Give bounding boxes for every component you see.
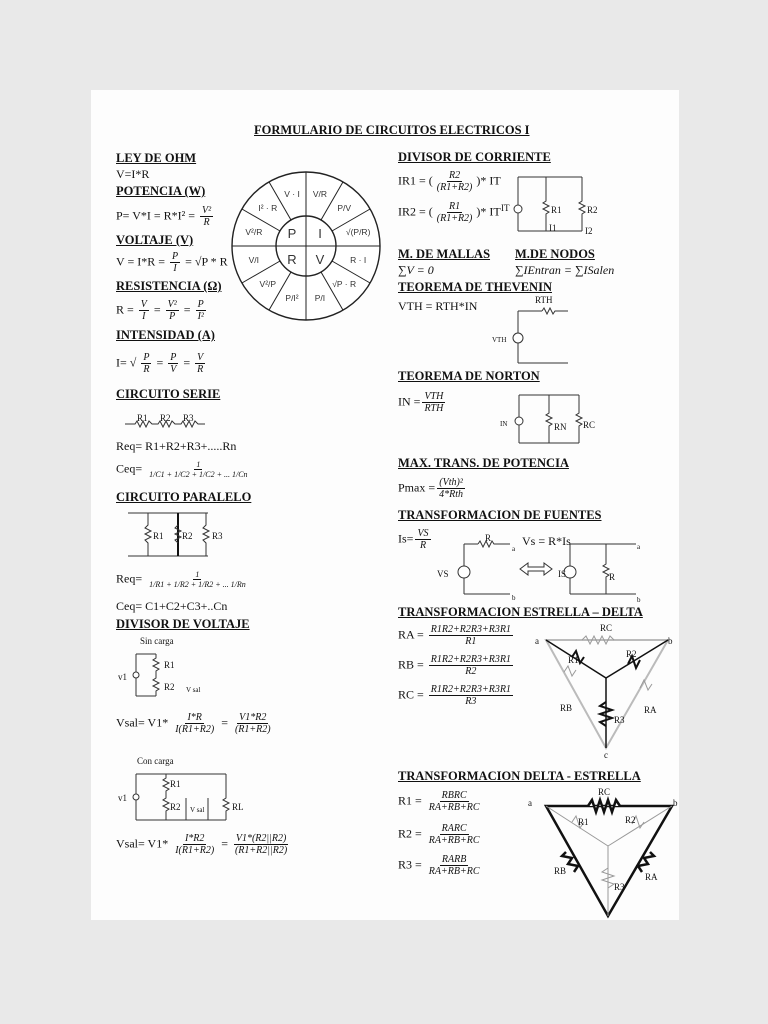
wheel-segment-label: V/R — [312, 188, 328, 199]
formula-ohm: V=I*R — [116, 167, 150, 181]
wheel-segment-label: √P · R — [332, 279, 357, 290]
formula-resistencia: R = $\frac{V}{I}$ = $\frac{\text{V²}}{P}$ = $\frac{P}{\text{I²}}$ — [116, 299, 204, 322]
ed-a-label: a — [535, 636, 539, 646]
serie-r2-label: R2 — [160, 413, 171, 423]
heading-nodos: M.DE NODOS — [515, 247, 595, 261]
sin-carga-r2-label: R2 — [164, 682, 175, 692]
page-title: FORMULARIO DE CIRCUITOS ELECTRICOS I — [254, 123, 530, 137]
sin-carga-v1-label: v1 — [118, 672, 127, 682]
heading-voltaje: VOLTAJE (V) — [116, 233, 194, 247]
ed-r2-label: R2 — [626, 649, 637, 659]
heading-estrella-delta: TRANSFORMACION ESTRELLA – DELTA — [398, 605, 643, 619]
con-carga-v1-label: v1 — [118, 793, 127, 803]
wheel-segment-label: I² · R — [258, 202, 278, 213]
serie-circuit-diagram — [125, 420, 205, 428]
de-ra-label: RA — [645, 872, 658, 882]
heading-delta-estrella: TRANSFORMACION DELTA - ESTRELLA — [398, 769, 641, 783]
estrella-delta-diagram — [542, 632, 672, 752]
ed-c-label: c — [604, 750, 608, 760]
wheel-center-letter: I — [318, 226, 322, 241]
ohm-power-wheel — [230, 170, 382, 322]
divisor-r1-label: R1 — [551, 205, 562, 215]
heading-thevenin: TEOREMA DE THEVENIN — [398, 280, 552, 294]
de-r3-label: R3 — [614, 882, 625, 892]
ed-b-label: b — [668, 636, 673, 646]
serie-r1-label: R1 — [137, 413, 148, 423]
formula-rc: RC = $\frac{R1R2+R2R3+R3R1}{R3}$ — [398, 684, 511, 707]
heading-divisor-corriente: DIVISOR DE CORRIENTE — [398, 150, 551, 164]
con-carga-r2-label: R2 — [170, 802, 181, 812]
heading-intensidad: INTENSIDAD (A) — [116, 328, 215, 342]
formula-potencia — [116, 205, 215, 228]
fuentes-b-label-1: b — [512, 594, 516, 602]
ed-rb-label: RB — [560, 703, 573, 713]
de-r2-label: R2 — [625, 815, 636, 825]
wheel-center-letter: R — [287, 252, 297, 267]
fuentes-r-label-2: R — [609, 572, 616, 582]
heading-max-trans: MAX. TRANS. DE POTENCIA — [398, 456, 569, 470]
heading-circuito-serie: CIRCUITO SERIE — [116, 387, 221, 401]
de-r1-label: R1 — [578, 817, 589, 827]
paralelo-r3-label: R3 — [212, 531, 223, 541]
heading-transformacion-fuentes: TRANSFORMACION DE FUENTES — [398, 508, 602, 522]
thevenin-diagram — [512, 305, 572, 365]
wheel-segment-label: R · I — [350, 254, 367, 265]
divisor-r2-label: R2 — [587, 205, 598, 215]
heading-divisor-voltaje: DIVISOR DE VOLTAJE — [116, 617, 250, 631]
sin-carga-label: Sin carga — [140, 636, 174, 646]
delta-estrella-diagram — [540, 800, 680, 920]
heading-potencia: POTENCIA (W) — [116, 184, 206, 198]
formula-nodos: ∑IEntran = ∑ISalen — [515, 263, 615, 277]
formula-vsal-con-carga: Vsal= V1* $\frac{I*R2}{I(R1+R2)}$ = $\frac{V1*(R2||R2)}{(R1+R2||R2)}$ — [116, 833, 288, 856]
de-rc-label: RC — [598, 787, 611, 797]
con-carga-label: Con carga — [137, 756, 174, 766]
con-carga-rl-label: RL — [232, 802, 244, 812]
formula-ir2: IR2 = ( $\frac{R1}{(R1+R2)}$ )* IT — [398, 201, 501, 224]
thevenin-rth-label: RTH — [535, 295, 553, 305]
divisor-con-carga-diagram — [130, 772, 240, 822]
fuentes-a-label-1: a — [512, 545, 516, 553]
fuentes-vs-label: VS — [437, 569, 449, 579]
ed-ra-label: RA — [644, 705, 657, 715]
norton-in-label: IN — [500, 420, 508, 428]
ed-rc-label: RC — [600, 623, 613, 633]
ed-r1-label: R1 — [568, 655, 579, 665]
de-rb-label: RB — [554, 866, 567, 876]
formula-ceq-serie: Ceq= $\frac{1}{1/C1 + 1/C2 + 1/C2 + ... 1/Cn}$ — [116, 460, 248, 479]
formula-ra: RA = $\frac{R1R2+R2R3+R3R1}{R1}$ — [398, 624, 511, 647]
formula-r3: R3 = $\frac{\text{RARB}}{RA+RB+RC}$ — [398, 854, 480, 877]
formula-req-paralelo: Req= $\frac{1}{1/R1 + 1/R2 + 1/R2 + ... 1/Rn}$ — [116, 570, 246, 589]
formula-ceq-paralelo: Ceq= C1+C2+C3+..Cn — [116, 599, 228, 613]
de-a-label: a — [528, 798, 532, 808]
formula-vs: Vs = R*Is — [522, 534, 571, 548]
con-carga-r1-label: R1 — [170, 779, 181, 789]
paralelo-r1-label: R1 — [153, 531, 164, 541]
divisor-i1-label: I1 — [549, 223, 557, 233]
norton-diagram — [515, 393, 585, 445]
fuentes-a-label-2: a — [637, 543, 641, 551]
heading-ley-de-ohm: LEY DE OHM — [116, 151, 197, 165]
wheel-segment-label: V²/R — [245, 227, 263, 238]
wheel-segment-label: V²/P — [259, 279, 277, 290]
potencia-frac: $\frac{\text{V²}}{R}$ — [202, 205, 212, 228]
fuentes-is-label: IS — [558, 569, 567, 579]
divisor-it-label: IT — [501, 203, 510, 213]
serie-r3-label: R3 — [183, 413, 194, 423]
de-b-label: b — [673, 798, 678, 808]
formula-voltaje: V = I*R = $\frac{P}{I}$ = √P * R — [116, 251, 228, 274]
heading-resistencia: RESISTENCIA (Ω) — [116, 279, 222, 293]
heading-mallas: M. DE MALLAS — [398, 247, 491, 261]
fuentes-b-label-2: b — [637, 596, 641, 604]
thevenin-vth-label: VTH — [492, 336, 507, 344]
wheel-center-letter: V — [315, 252, 325, 267]
fuentes-r-label: R — [485, 533, 492, 543]
ed-r3-label: R3 — [614, 715, 625, 725]
wheel-segment-label: P/I — [314, 293, 326, 304]
sin-carga-vsal-label: V sal — [186, 686, 201, 694]
formula-vsal-sin-carga: Vsal= V1* $\frac{I*R}{I(R1+R2)}$ = $\frac{V1*R2}{(R1+R2)}$ — [116, 712, 271, 735]
wheel-center-letter: P — [287, 226, 297, 241]
formula-is: Is= $\frac{VS}{R}$ — [398, 528, 429, 551]
formula-max-trans: Pmax = $\frac{\text{(Vth)²}}{\text{4*Rth}}$ — [398, 477, 463, 500]
formula-req-serie: Req= R1+R2+R3+.....Rn — [116, 439, 237, 453]
norton-rc-label: RC — [583, 420, 596, 430]
wheel-segment-label: V · I — [284, 188, 300, 199]
wheel-segment-label: V/I — [248, 254, 260, 265]
norton-rn-label: RN — [554, 422, 567, 432]
sin-carga-r1-label: R1 — [164, 660, 175, 670]
formula-mallas: ∑V = 0 — [398, 263, 434, 277]
transformacion-fuentes-diagram — [458, 538, 648, 598]
wheel-segment-label: P/V — [337, 202, 352, 213]
divisor-i2-label: I2 — [585, 226, 593, 236]
formula-intensidad: I= √ $\frac{P}{R}$ = $\frac{P}{V}$ = $\frac{V}{R}$ — [116, 352, 204, 375]
heading-circuito-paralelo: CIRCUITO PARALELO — [116, 490, 252, 504]
paralelo-r2-label: R2 — [182, 531, 193, 541]
wheel-segment-label: √(P/R) — [345, 227, 371, 238]
formula-ir1: IR1 = ( $\frac{R2}{(R1+R2)}$ )* IT — [398, 170, 501, 193]
con-carga-vsal-label: V sal — [190, 806, 205, 814]
formula-r1: R1 = $\frac{\text{RBRC}}{RA+RB+RC}$ — [398, 790, 480, 813]
wheel-segment-label: P/I² — [285, 293, 299, 304]
formula-norton: IN = $\frac{\text{VTH}}{\text{RTH}}$ — [398, 391, 444, 414]
potencia-lhs: P= V*I = R*I² = — [116, 208, 196, 223]
heading-norton: TEOREMA DE NORTON — [398, 369, 540, 383]
formula-rb: RB = $\frac{R1R2+R2R3+R3R1}{R2}$ — [398, 654, 511, 677]
formula-thevenin: VTH = RTH*IN — [398, 299, 478, 313]
formula-r2: R2 = $\frac{\text{RARC}}{RA+RB+RC}$ — [398, 823, 480, 846]
